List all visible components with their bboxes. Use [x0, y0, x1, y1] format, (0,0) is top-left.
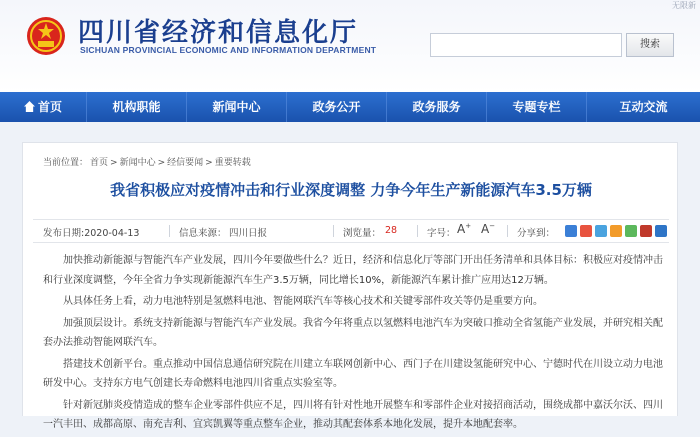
nav-divider	[386, 92, 387, 122]
article-panel	[22, 142, 678, 430]
share-button[interactable]	[625, 225, 637, 237]
views-count: 28	[385, 225, 398, 236]
source-value: 四川日报	[229, 228, 268, 239]
site-title: 四川省经济和信息化厅	[78, 18, 359, 48]
article-body	[43, 251, 665, 437]
nav-divider	[486, 92, 487, 122]
nav-item-services[interactable]: 政务服务	[412, 100, 461, 114]
nav-divider	[186, 92, 187, 122]
breadcrumb-separator: >	[157, 158, 166, 168]
breadcrumb-link[interactable]: 新闻中心	[119, 158, 156, 168]
home-icon	[24, 101, 35, 112]
nav-item-institution[interactable]: 机构职能	[112, 100, 161, 114]
article-title: 我省积极应对疫情冲击和行业深度调整 力争今年生产新能源汽车3.5万辆	[110, 181, 592, 199]
breadcrumb-prefix: 当前位置：	[43, 158, 89, 168]
nav-item-home[interactable]	[0, 92, 86, 122]
breadcrumb-separator: >	[205, 158, 213, 168]
article-paragraph: 从具体任务上看，动力电池特别是氢燃料电池、智能网联汽车等核心技术和关键零部件攻关等仍是重要方向。	[63, 296, 543, 307]
site-subtitle: SICHUAN PROVINCIAL ECONOMIC AND INFORMATION DEPARTMENT	[80, 45, 377, 55]
meta-divider	[169, 225, 170, 237]
article-paragraph: 加快推动新能源与智能汽车产业发展，四川今年要做些什么？近日，经济和信息化厅等部门开出任务清单和具体目标：积极应对疫情冲击和行业深度调整，今年全省力争实现新能源汽车生产3.5万辆，同比增长10%，新能源汽车累计推广应用达12万辆。	[43, 255, 663, 286]
article-paragraph: 针对新冠肺炎疫情造成的整车企业零部件供应不足，四川将有针对性地开展整车和零部件企业对接招商活动，围绕成都中嘉沃尔沃、四川一汽丰田、成都高原、南充吉利、宜宾凯翼等重点整车企业，推动其配套体系本地化发展，提升本地配套率。	[43, 399, 663, 430]
nav-divider	[86, 92, 87, 122]
nav-item-news[interactable]: 新闻中心	[212, 100, 261, 114]
share-button[interactable]	[640, 225, 652, 237]
national-emblem-icon	[26, 16, 66, 56]
source-label: 信息来源：	[179, 228, 227, 239]
font-smaller-button[interactable]: A−	[481, 222, 496, 236]
nav-item-topics[interactable]: 专题专栏	[512, 100, 561, 114]
nav-item-gov-affairs[interactable]: 政务公开	[312, 100, 361, 114]
publish-date: 发布日期:2020-04-13	[43, 228, 140, 239]
nav-divider	[286, 92, 287, 122]
meta-divider	[507, 225, 508, 237]
search-input[interactable]	[430, 33, 622, 57]
breadcrumb	[43, 155, 253, 168]
article-meta	[33, 219, 669, 243]
share-button[interactable]	[655, 225, 667, 237]
breadcrumb-link[interactable]: 首页	[90, 158, 109, 168]
search-button[interactable]: 搜索	[626, 33, 674, 57]
share-button[interactable]	[610, 225, 622, 237]
views-label: 浏览量：	[343, 228, 382, 239]
meta-divider	[417, 225, 418, 237]
nav-item-label: 首页	[37, 100, 62, 114]
font-larger-button[interactable]: A+	[457, 222, 472, 236]
meta-divider	[333, 225, 334, 237]
font-size-label: 字号：	[427, 228, 456, 239]
share-button[interactable]	[595, 225, 607, 237]
main-nav	[0, 92, 700, 122]
nav-divider	[586, 92, 587, 122]
article-paragraph: 搭建技术创新平台。重点推动中国信息通信研究院在川建立车联网创新中心、西门子在川建设氢能研究中心、宁德时代在川设立动力电池研发中心。支持东方电气创建长寿命燃料电池四川省重点实验室等。	[43, 358, 663, 389]
nav-item-interaction[interactable]: 互动交流	[619, 100, 668, 114]
watermark: 无限新	[672, 1, 696, 10]
article-paragraph: 加强顶层设计。系统支持新能源与智能汽车产业发展。我省今年将重点以氢燃料电池汽车为突破口推动全省氢能产业发展，并研究相关配套办法推动智能网联汽车。	[43, 317, 663, 348]
share-label: 分享到：	[517, 228, 556, 239]
breadcrumb-separator: >	[110, 158, 118, 168]
share-button[interactable]	[580, 225, 592, 237]
share-button[interactable]	[565, 225, 577, 237]
breadcrumb-link[interactable]: 重要转载	[214, 158, 251, 168]
breadcrumb-link[interactable]: 经信要闻	[167, 158, 204, 168]
site-header	[0, 0, 700, 92]
